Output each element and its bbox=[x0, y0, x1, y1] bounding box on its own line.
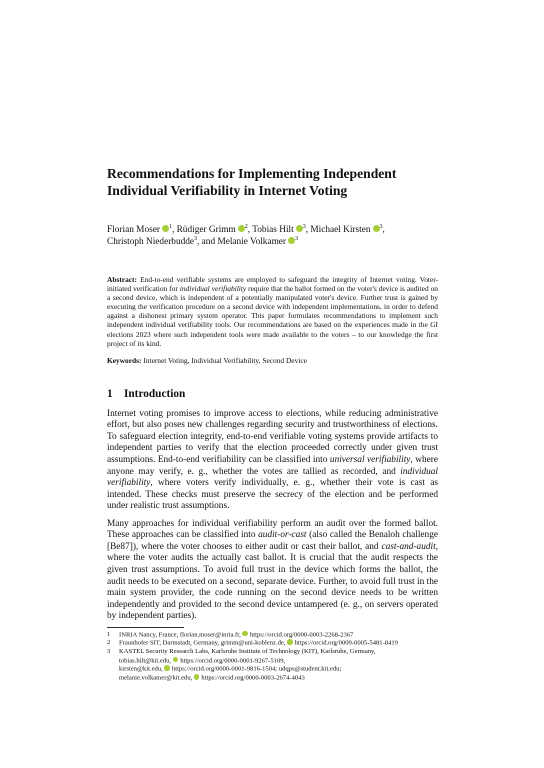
footnote-text: Fraunhofer SIT, Darmstadt, Germany, grimm@uni-koblenz.de, bbox=[119, 639, 288, 647]
author-separator: , and bbox=[197, 237, 218, 247]
keywords-text: Internet Voting, Individual Verifiability, Second Device bbox=[143, 355, 307, 365]
affiliation-marker: 3 bbox=[302, 224, 306, 230]
orcid-icon[interactable] bbox=[242, 631, 248, 637]
orcid-icon[interactable] bbox=[373, 225, 380, 232]
orcid-link[interactable]: https://orcid.org/0009-0005-5481-8419 bbox=[294, 639, 398, 647]
author-name: Florian Moser bbox=[107, 225, 160, 235]
affiliation-marker: 3 bbox=[295, 236, 299, 242]
orcid-link[interactable]: https://orcid.org/0000-0001-9267-5109, bbox=[180, 657, 286, 665]
author-name: Michael Kirsten bbox=[310, 225, 371, 235]
footnote-continuation bbox=[107, 674, 438, 683]
abstract bbox=[107, 275, 438, 348]
orcid-icon[interactable] bbox=[162, 225, 169, 232]
footnote-text: INRIA Nancy, France, florian.moser@inria.fr, bbox=[119, 631, 243, 639]
orcid-link[interactable]: https://orcid.org/0000-0003-2674-4043 bbox=[201, 674, 305, 682]
paragraph-text: Many approaches for individual verifiability perform an audit over the formed ballot. These approaches can be classified into bbox=[107, 518, 438, 541]
footnote-text: tobias.hilt@kit.edu, bbox=[119, 657, 173, 665]
author-separator: , bbox=[382, 225, 385, 235]
orcid-icon[interactable] bbox=[296, 225, 303, 232]
affiliation-marker: 1 bbox=[168, 224, 172, 230]
paragraph-text: (also called the Benaloh challenge [Be87]), where the voter chooses to either audit or cast their ballot, and bbox=[107, 530, 438, 552]
author-name: Melanie Volkamer bbox=[217, 237, 287, 247]
affiliation-marker: 3 bbox=[379, 224, 383, 230]
author-name: Rüdiger Grimm bbox=[176, 225, 236, 235]
author-name: Christoph Niederbudde bbox=[107, 237, 195, 247]
footnote-number: 2 bbox=[107, 639, 111, 647]
paragraph-emphasis: audit-or-cast bbox=[258, 530, 307, 541]
footnote bbox=[107, 648, 438, 656]
author-name: Tobias Hilt bbox=[252, 225, 294, 235]
orcid-icon[interactable] bbox=[238, 225, 245, 232]
abstract-text: End-to-end verifiable systems are employed to safeguard the integrity of Internet voting. Voter-initiated verification for bbox=[107, 275, 438, 294]
orcid-link[interactable]: https://orcid.org/0000-0003-2268-2367 bbox=[249, 631, 354, 639]
orcid-icon[interactable] bbox=[164, 665, 170, 671]
keywords-label: Keywords: bbox=[107, 355, 142, 365]
author-separator: , bbox=[247, 225, 253, 235]
footnote-number: 3 bbox=[107, 648, 111, 656]
footnote-text: kirsten@kit.edu, bbox=[119, 665, 165, 673]
paper-title: Recommendations for Implementing Independent Individual Verifiability in Internet Voting bbox=[107, 166, 397, 198]
paragraph-text: , where voters verify individually, e. g., whether their vote is cast as intended. These checks must preserve the secrecy of the election and be performed under realistic trust assumptions. bbox=[107, 478, 438, 512]
paragraph-emphasis: individual verifiability bbox=[107, 466, 438, 489]
affiliation-marker: 2 bbox=[244, 224, 248, 230]
paragraph bbox=[107, 519, 438, 623]
footnote-continuation bbox=[107, 665, 438, 674]
orcid-icon[interactable] bbox=[288, 237, 295, 244]
author-separator: , bbox=[171, 225, 177, 235]
footnote-continuation bbox=[107, 657, 438, 666]
footnotes bbox=[107, 631, 438, 683]
paragraph-text: Internet voting promises to improve access to elections, while reducing administrative effort, but also poses new challenges regarding security and trustworthiness of elections. To safeguard election integrity, end-to-end verifiable voting systems provide artifacts to independent parties to verify that the election proceeded correctly under given trust assumptions. End-to-end verifiability can be classified into bbox=[107, 408, 438, 466]
footnote-divider bbox=[107, 627, 184, 628]
section-number: 1 bbox=[107, 387, 113, 400]
keywords bbox=[107, 356, 438, 365]
footnote-text: melanie.volkamer@kit.edu, bbox=[119, 674, 194, 682]
abstract-text: require that the ballot formed on the voter's device is audited on a second device, which is independent of a potentially manipulated voter's device. Further trust is gained by executing the verification procedure on a second device with independent implementations, in order to defend against a dishonest primary system operator. This paper formulates recommendations to implement such independent individual verifiability tools. Our recommendations are based on the experiences made in the GI elections 2023 where such independent tools were made available to the voters – to our knowledge the first project of its kind. bbox=[107, 284, 438, 348]
orcid-icon[interactable] bbox=[173, 657, 179, 663]
orcid-icon[interactable] bbox=[287, 639, 293, 645]
footnote-text: KASTEL Security Research Labs, Karlsruhe Institute of Technology (KIT), Karlsruhe, Germany, bbox=[119, 648, 376, 656]
abstract-label: Abstract: bbox=[107, 275, 137, 284]
paragraph bbox=[107, 409, 438, 513]
author-list bbox=[107, 224, 438, 248]
footnote-number: 1 bbox=[107, 630, 111, 638]
section-title: Introduction bbox=[124, 387, 186, 400]
paragraph-text: , where the voter audits the actually cast ballot. It is crucial that the audit respects the given trust assumptions. To avoid full trust in the device which forms the ballot, the audit needs to be executed on a second, separate device. Further, to avoid full trust in the main system provider, the code running on the second device needs to be written independently and provided to the second device untampered (e. g., on servers operated by independent parties). bbox=[107, 541, 438, 622]
section-heading bbox=[107, 387, 438, 401]
footnote bbox=[107, 639, 438, 648]
orcid-link[interactable]: https://orcid.org/0000-0001-9816-1504; udqps@student.kit.edu; bbox=[171, 665, 342, 673]
affiliation-marker: 3 bbox=[194, 236, 198, 242]
footnote bbox=[107, 631, 438, 640]
author-separator: , bbox=[305, 225, 311, 235]
orcid-icon[interactable] bbox=[194, 674, 200, 680]
abstract-emphasis: individual verifiability bbox=[179, 284, 247, 294]
paragraph-emphasis: universal verifiability bbox=[329, 455, 411, 466]
paragraph-text: , where anyone may verify, e. g., whether the votes are tallied as recorded, and bbox=[107, 455, 438, 477]
paragraph-emphasis: cast-and-audit bbox=[381, 541, 436, 552]
page-content bbox=[107, 165, 438, 683]
